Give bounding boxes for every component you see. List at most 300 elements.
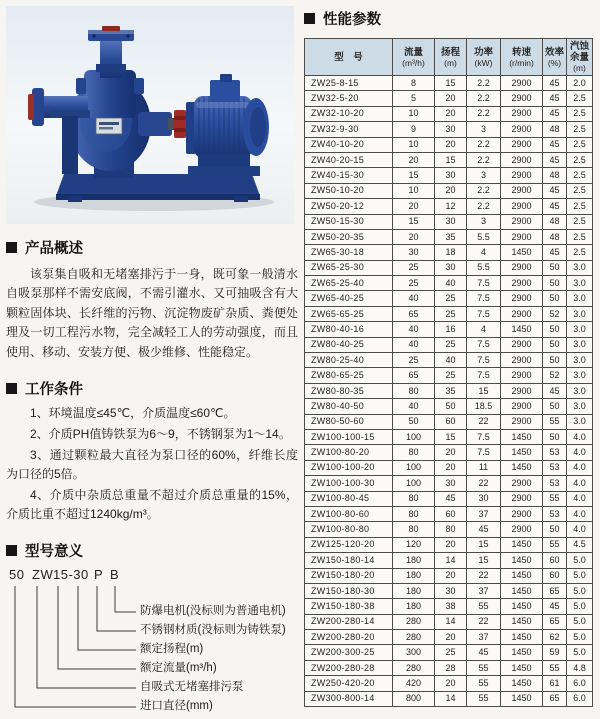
value-cell: 2.5 — [567, 152, 593, 167]
model-cell: ZW100-100-15 — [305, 429, 393, 444]
value-cell: 3.0 — [567, 414, 593, 429]
model-cell: ZW32-9-30 — [305, 122, 393, 137]
table-row — [305, 260, 593, 275]
value-cell: 5.0 — [567, 614, 593, 629]
model-cell: ZW100-80-60 — [305, 506, 393, 521]
value-cell: 22 — [467, 614, 501, 629]
value-cell: 40 — [393, 322, 435, 337]
value-cell: 1450 — [501, 614, 543, 629]
value-cell: 2900 — [501, 337, 543, 352]
value-cell: 45 — [543, 152, 567, 167]
table-row — [305, 522, 593, 537]
value-cell: 55 — [467, 676, 501, 691]
value-cell: 30 — [435, 583, 467, 598]
value-cell: 120 — [393, 537, 435, 552]
table-row — [305, 306, 593, 321]
value-cell: 20 — [435, 568, 467, 583]
model-meaning-title: 型号意义 — [25, 543, 83, 560]
value-cell: 2900 — [501, 183, 543, 198]
value-cell: 20 — [393, 152, 435, 167]
column-header: 型 号 — [305, 39, 393, 76]
value-cell: 30 — [435, 260, 467, 275]
value-cell: 45 — [435, 491, 467, 506]
table-row — [305, 476, 593, 491]
value-cell: 2.2 — [467, 199, 501, 214]
value-cell: 3 — [467, 168, 501, 183]
value-cell: 18.5 — [467, 399, 501, 414]
model-meaning-section-header — [6, 540, 298, 561]
value-cell: 3.0 — [567, 322, 593, 337]
table-row — [305, 276, 593, 291]
table-row — [305, 337, 593, 352]
value-cell: 15 — [393, 214, 435, 229]
value-cell: 180 — [393, 583, 435, 598]
value-cell: 48 — [543, 168, 567, 183]
value-cell: 15 — [393, 168, 435, 183]
value-cell: 45 — [543, 245, 567, 260]
value-cell: 37 — [467, 583, 501, 598]
value-cell: 48 — [543, 122, 567, 137]
value-cell: 4.0 — [567, 476, 593, 491]
value-cell: 300 — [393, 645, 435, 660]
value-cell: 45 — [543, 106, 567, 121]
diagram-label-rated-flow: 额定流量(m³/h) — [140, 661, 217, 674]
model-cell: ZW150-180-14 — [305, 553, 393, 568]
value-cell: 80 — [393, 383, 435, 398]
table-row — [305, 183, 593, 198]
model-cell: ZW100-100-30 — [305, 476, 393, 491]
table-row — [305, 322, 593, 337]
value-cell: 20 — [393, 229, 435, 244]
value-cell: 50 — [543, 291, 567, 306]
value-cell: 50 — [543, 429, 567, 444]
model-cell: ZW80-40-25 — [305, 337, 393, 352]
value-cell: 2.2 — [467, 76, 501, 91]
value-cell: 65 — [393, 306, 435, 321]
value-cell: 2900 — [501, 76, 543, 91]
table-row — [305, 214, 593, 229]
value-cell: 4 — [467, 245, 501, 260]
value-cell: 7.5 — [467, 276, 501, 291]
model-code-material: P — [94, 566, 104, 582]
value-cell: 55 — [543, 537, 567, 552]
table-row — [305, 599, 593, 614]
value-cell: 45 — [543, 599, 567, 614]
model-cell: ZW125-120-20 — [305, 537, 393, 552]
model-cell: ZW100-100-20 — [305, 460, 393, 475]
performance-section-header — [304, 8, 596, 29]
value-cell: 420 — [393, 676, 435, 691]
value-cell: 4.0 — [567, 522, 593, 537]
value-cell: 3 — [467, 214, 501, 229]
value-cell: 2.5 — [567, 199, 593, 214]
conditions-section-header — [6, 378, 298, 399]
column-header: 功率 (kW) — [467, 39, 501, 76]
value-cell: 2.0 — [567, 76, 593, 91]
value-cell: 25 — [435, 645, 467, 660]
value-cell: 53 — [543, 460, 567, 475]
value-cell: 15 — [435, 152, 467, 167]
model-cell: ZW65-25-30 — [305, 260, 393, 275]
value-cell: 1450 — [501, 630, 543, 645]
model-cell: ZW150-180-38 — [305, 599, 393, 614]
value-cell: 65 — [393, 368, 435, 383]
value-cell: 20 — [435, 630, 467, 645]
table-row — [305, 568, 593, 583]
value-cell: 4.0 — [567, 491, 593, 506]
table-row — [305, 152, 593, 167]
value-cell: 1450 — [501, 676, 543, 691]
model-cell: ZW250-420-20 — [305, 676, 393, 691]
value-cell: 30 — [393, 245, 435, 260]
value-cell: 53 — [543, 476, 567, 491]
value-cell: 4.0 — [567, 460, 593, 475]
value-cell: 25 — [393, 260, 435, 275]
performance-header-row — [305, 39, 593, 76]
value-cell: 2900 — [501, 106, 543, 121]
value-cell: 4.0 — [567, 445, 593, 460]
table-row — [305, 383, 593, 398]
value-cell: 15 — [467, 553, 501, 568]
table-row — [305, 229, 593, 244]
value-cell: 30 — [467, 491, 501, 506]
value-cell: 2900 — [501, 383, 543, 398]
value-cell: 2.5 — [567, 245, 593, 260]
value-cell: 7.5 — [467, 429, 501, 444]
value-cell: 2900 — [501, 152, 543, 167]
value-cell: 2.5 — [567, 137, 593, 152]
model-cell: ZW100-80-20 — [305, 445, 393, 460]
value-cell: 30 — [435, 122, 467, 137]
value-cell: 2900 — [501, 214, 543, 229]
value-cell: 280 — [393, 614, 435, 629]
model-code-motor: B — [110, 566, 120, 582]
value-cell: 48 — [543, 214, 567, 229]
value-cell: 55 — [543, 491, 567, 506]
value-cell: 12 — [435, 199, 467, 214]
diagram-label-inlet-diameter: 进口直径(mm) — [140, 699, 213, 712]
value-cell: 7.5 — [467, 368, 501, 383]
value-cell: 50 — [543, 337, 567, 352]
pump-photo — [6, 6, 294, 224]
value-cell: 53 — [543, 445, 567, 460]
value-cell: 2900 — [501, 353, 543, 368]
value-cell: 1450 — [501, 645, 543, 660]
performance-table-body — [305, 76, 593, 707]
value-cell: 2900 — [501, 91, 543, 106]
value-cell: 2900 — [501, 260, 543, 275]
value-cell: 10 — [393, 106, 435, 121]
value-cell: 45 — [543, 76, 567, 91]
value-cell: 15 — [467, 383, 501, 398]
column-header: 流量 (m³/h) — [393, 39, 435, 76]
table-row — [305, 614, 593, 629]
value-cell: 25 — [435, 368, 467, 383]
value-cell: 5.0 — [567, 553, 593, 568]
value-cell: 22 — [467, 414, 501, 429]
table-row — [305, 537, 593, 552]
value-cell: 1450 — [501, 460, 543, 475]
diagram-label-pump-type: 自吸式无堵塞排污泵 — [140, 680, 244, 693]
value-cell: 60 — [435, 414, 467, 429]
value-cell: 55 — [543, 414, 567, 429]
value-cell: 60 — [435, 506, 467, 521]
model-cell: ZW80-50-60 — [305, 414, 393, 429]
value-cell: 2.2 — [467, 137, 501, 152]
value-cell: 20 — [435, 183, 467, 198]
value-cell: 1450 — [501, 322, 543, 337]
table-row — [305, 676, 593, 691]
value-cell: 1450 — [501, 245, 543, 260]
value-cell: 65 — [543, 691, 567, 706]
value-cell: 2900 — [501, 306, 543, 321]
value-cell: 50 — [543, 522, 567, 537]
value-cell: 40 — [393, 291, 435, 306]
value-cell: 3.0 — [567, 276, 593, 291]
value-cell: 5.5 — [467, 229, 501, 244]
model-cell: ZW40-15-30 — [305, 168, 393, 183]
value-cell: 25 — [435, 337, 467, 352]
value-cell: 2900 — [501, 276, 543, 291]
condition-item: 1、环境温度≤45℃，介质温度≤60℃。 — [30, 406, 236, 421]
value-cell: 4.8 — [567, 660, 593, 675]
model-cell: ZW50-20-12 — [305, 199, 393, 214]
diagram-label-explosion-proof: 防爆电机(没标则为普通电机) — [140, 604, 286, 617]
value-cell: 4 — [467, 322, 501, 337]
value-cell: 22 — [467, 568, 501, 583]
model-meaning-diagram — [6, 567, 298, 719]
value-cell: 2.2 — [467, 183, 501, 198]
value-cell: 45 — [543, 199, 567, 214]
column-header: 汽蚀余量 (m) — [567, 39, 593, 76]
value-cell: 6.0 — [567, 676, 593, 691]
value-cell: 7.5 — [467, 291, 501, 306]
value-cell: 35 — [435, 383, 467, 398]
value-cell: 80 — [393, 445, 435, 460]
value-cell: 50 — [543, 399, 567, 414]
value-cell: 7.5 — [467, 445, 501, 460]
value-cell: 20 — [393, 199, 435, 214]
table-row — [305, 91, 593, 106]
value-cell: 25 — [435, 306, 467, 321]
value-cell: 2900 — [501, 122, 543, 137]
model-cell: ZW300-800-14 — [305, 691, 393, 706]
table-row — [305, 460, 593, 475]
model-cell: ZW65-30-18 — [305, 245, 393, 260]
model-cell: ZW150-180-20 — [305, 568, 393, 583]
table-row — [305, 199, 593, 214]
section-bullet-icon — [6, 242, 17, 253]
value-cell: 80 — [435, 522, 467, 537]
model-cell: ZW50-10-20 — [305, 183, 393, 198]
column-header: 效率 (%) — [543, 39, 567, 76]
model-cell: ZW100-80-45 — [305, 491, 393, 506]
condition-item: 2、介质PH值铸铁泵为6～9，不锈钢泵为1～14。 — [30, 427, 291, 442]
model-cell: ZW40-20-15 — [305, 152, 393, 167]
value-cell: 3.0 — [567, 353, 593, 368]
condition-item: 4、介质中杂质总重量不超过介质总重量的15%，介质比重不超过1240kg/m³。 — [6, 488, 298, 521]
value-cell: 3.0 — [567, 306, 593, 321]
value-cell: 28 — [435, 660, 467, 675]
value-cell: 280 — [393, 660, 435, 675]
value-cell: 37 — [467, 630, 501, 645]
overview-section-header — [6, 237, 298, 258]
table-row — [305, 353, 593, 368]
value-cell: 5.0 — [567, 583, 593, 598]
value-cell: 280 — [393, 630, 435, 645]
diagram-label-rated-head: 额定扬程(m) — [140, 642, 204, 655]
table-row — [305, 168, 593, 183]
table-row — [305, 630, 593, 645]
left-column — [6, 6, 298, 719]
value-cell: 55 — [467, 691, 501, 706]
value-cell: 61 — [543, 676, 567, 691]
value-cell: 2900 — [501, 291, 543, 306]
value-cell: 40 — [393, 399, 435, 414]
table-row — [305, 445, 593, 460]
model-cell: ZW50-15-30 — [305, 214, 393, 229]
model-cell: ZW65-40-25 — [305, 291, 393, 306]
value-cell: 80 — [393, 522, 435, 537]
value-cell: 2.2 — [467, 91, 501, 106]
value-cell: 2.2 — [467, 106, 501, 121]
value-cell: 2.5 — [567, 183, 593, 198]
value-cell: 53 — [543, 506, 567, 521]
performance-title: 性能参数 — [323, 12, 381, 28]
value-cell: 45 — [543, 183, 567, 198]
value-cell: 45 — [543, 383, 567, 398]
value-cell: 40 — [435, 276, 467, 291]
value-cell: 15 — [435, 76, 467, 91]
value-cell: 20 — [435, 537, 467, 552]
table-row — [305, 76, 593, 91]
value-cell: 2900 — [501, 491, 543, 506]
value-cell: 1450 — [501, 537, 543, 552]
value-cell: 55 — [467, 660, 501, 675]
value-cell: 80 — [393, 491, 435, 506]
value-cell: 10 — [393, 137, 435, 152]
table-row — [305, 137, 593, 152]
value-cell: 3 — [467, 122, 501, 137]
model-cell: ZW65-65-25 — [305, 306, 393, 321]
value-cell: 1450 — [501, 691, 543, 706]
value-cell: 2.5 — [567, 229, 593, 244]
model-cell: ZW80-40-50 — [305, 399, 393, 414]
value-cell: 2.5 — [567, 214, 593, 229]
value-cell: 55 — [467, 599, 501, 614]
value-cell: 1450 — [501, 445, 543, 460]
value-cell: 7.5 — [467, 353, 501, 368]
value-cell: 3.0 — [567, 368, 593, 383]
model-cell: ZW80-40-16 — [305, 322, 393, 337]
value-cell: 14 — [435, 614, 467, 629]
value-cell: 60 — [543, 553, 567, 568]
model-cell: ZW80-25-40 — [305, 353, 393, 368]
table-row — [305, 553, 593, 568]
section-bullet-icon — [304, 13, 315, 24]
table-row — [305, 691, 593, 706]
value-cell: 100 — [393, 460, 435, 475]
value-cell: 3.0 — [567, 337, 593, 352]
table-row — [305, 122, 593, 137]
value-cell: 55 — [543, 660, 567, 675]
value-cell: 20 — [435, 106, 467, 121]
value-cell: 3.0 — [567, 383, 593, 398]
value-cell: 1450 — [501, 568, 543, 583]
column-header: 扬程 (m) — [435, 39, 467, 76]
value-cell: 52 — [543, 306, 567, 321]
value-cell: 20 — [435, 676, 467, 691]
value-cell: 45 — [543, 137, 567, 152]
value-cell: 50 — [543, 276, 567, 291]
value-cell: 2.2 — [467, 152, 501, 167]
performance-table — [304, 38, 593, 707]
value-cell: 2.5 — [567, 91, 593, 106]
overview-paragraph: 该泵集自吸和无堵塞排污于一身，既可象一般清水自吸泵那样不需安底阀，不需引灌水、又可抽吸含有大颗粒固体块、长纤维的污物、沉淀物废矿杂质、粪便处理及一切工程污水物，完全减轻工人的劳动强度，而且使用、移动、安装方便、极少维修、性能稳定。 — [6, 267, 298, 359]
section-bullet-icon — [6, 383, 17, 394]
model-code-series: ZW — [32, 566, 54, 582]
table-row — [305, 245, 593, 260]
model-cell: ZW200-280-20 — [305, 630, 393, 645]
value-cell: 11 — [467, 460, 501, 475]
value-cell: 2.5 — [567, 106, 593, 121]
value-cell: 7.5 — [467, 306, 501, 321]
value-cell: 40 — [393, 337, 435, 352]
value-cell: 52 — [543, 368, 567, 383]
table-row — [305, 645, 593, 660]
model-cell: ZW100-80-80 — [305, 522, 393, 537]
value-cell: 20 — [435, 91, 467, 106]
model-cell: ZW65-25-40 — [305, 276, 393, 291]
model-cell: ZW32-5-20 — [305, 91, 393, 106]
value-cell: 45 — [543, 91, 567, 106]
value-cell: 80 — [393, 506, 435, 521]
value-cell: 30 — [435, 168, 467, 183]
value-cell: 5 — [393, 91, 435, 106]
model-cell: ZW32-10-20 — [305, 106, 393, 121]
value-cell: 2900 — [501, 229, 543, 244]
value-cell: 50 — [435, 399, 467, 414]
value-cell: 5.0 — [567, 630, 593, 645]
value-cell: 59 — [543, 645, 567, 660]
value-cell: 25 — [393, 353, 435, 368]
value-cell: 180 — [393, 553, 435, 568]
value-cell: 100 — [393, 476, 435, 491]
model-cell: ZW200-300-25 — [305, 645, 393, 660]
value-cell: 30 — [435, 476, 467, 491]
value-cell: 30 — [435, 214, 467, 229]
table-row — [305, 106, 593, 121]
value-cell: 2900 — [501, 399, 543, 414]
value-cell: 4.5 — [567, 537, 593, 552]
overview-title: 产品概述 — [25, 241, 83, 257]
right-column — [304, 4, 596, 707]
model-code-inlet: 50 — [9, 566, 25, 582]
value-cell: 5.0 — [567, 599, 593, 614]
model-cell: ZW25-8-15 — [305, 76, 393, 91]
value-cell: 25 — [393, 276, 435, 291]
conditions-title: 工作条件 — [25, 382, 83, 399]
value-cell: 50 — [543, 260, 567, 275]
value-cell: 50 — [393, 414, 435, 429]
value-cell: 65 — [543, 583, 567, 598]
value-cell: 1450 — [501, 429, 543, 444]
value-cell: 5.0 — [567, 645, 593, 660]
value-cell: 62 — [543, 630, 567, 645]
value-cell: 2.5 — [567, 168, 593, 183]
value-cell: 20 — [435, 460, 467, 475]
value-cell: 35 — [435, 229, 467, 244]
